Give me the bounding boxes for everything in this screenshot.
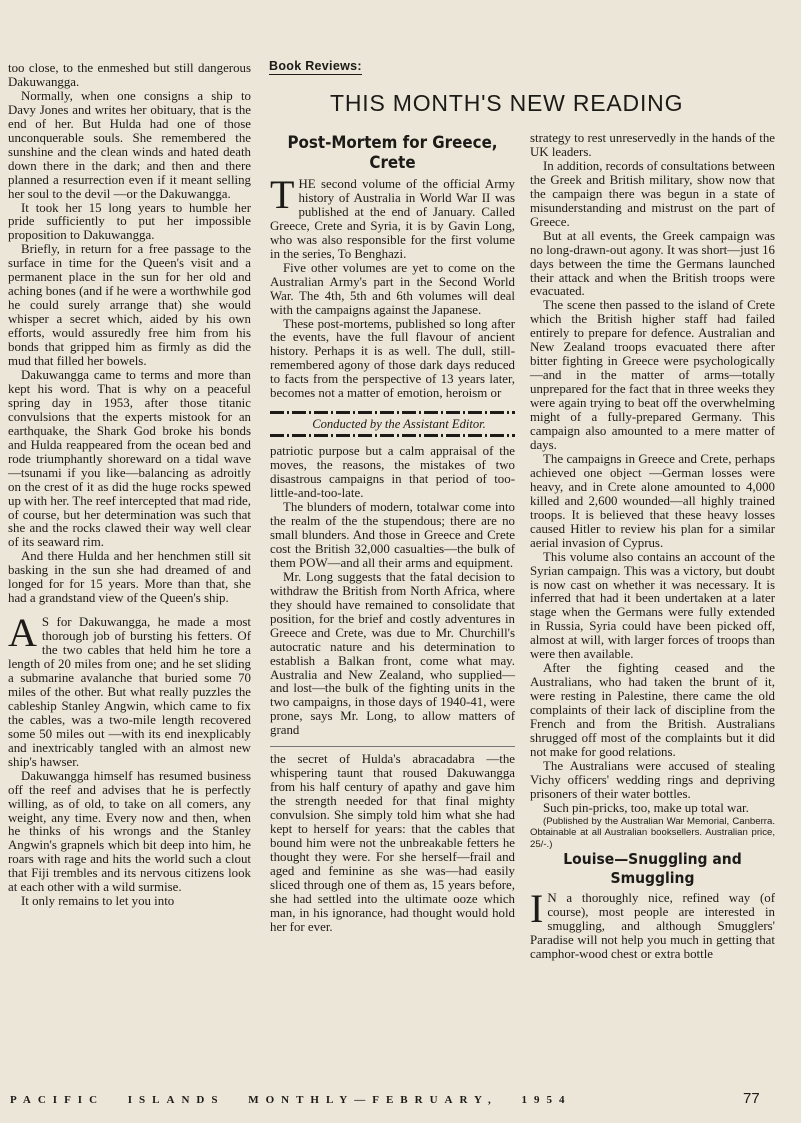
- paragraph: strategy to rest unreservedly in the hands of the UK leaders.: [530, 131, 775, 159]
- publisher-note: (Published by the Australian War Memorial, Canberra. Obtainable at all Australian booksellers. Australian price, 25/-.): [530, 815, 775, 850]
- dropcap-paragraph: [530, 886, 775, 962]
- paragraph: Dakuwangga came to terms and more than kept his word. That is why on a peaceful spring day in 1953, after those titanic convulsions that the experts mistook for an earthquake, the Shark God broke his bonds and Hulda reappeared from the ocean bed and rode triumphantly shoreward on a tidal wave—tsunami if you like—balancing as adroitly on the crest of it as did the huge rocks spewed up with her. The reef intercepted that mad ride, of course, but her determination was such that she and the rocks clawed their way well clear of its seaward rim.: [8, 367, 251, 550]
- paragraph: It only remains to let you into: [21, 894, 175, 909]
- paragraph: These post-mortems, published so long after the events, have the full flavour of ancient history. Perhaps it is as well. The dull, still-remembered agony of those dark days reduced to facts from the perspective of 13 years later, becomes not a matter of emotion, heroism or: [270, 316, 515, 401]
- review-column-3: [530, 132, 775, 962]
- drop-cap: A: [8, 610, 37, 656]
- decorative-rule: [270, 434, 515, 437]
- article-title: Louise—Snuggling and Smuggling: [563, 850, 742, 888]
- paragraph: In addition, records of consultations between the Greek and British military, show now that the campaign there was begun in a state of misunderstanding and mistrust on the part of Greece.: [530, 158, 775, 229]
- dropcap-paragraph: [270, 172, 515, 262]
- paragraph: too close, to the enmeshed but still dangerous Dakuwangga.: [8, 61, 251, 89]
- paragraph: Normally, when one consigns a ship to Davy Jones and writes her obituary, that is the end of her. But Hulda had one of those unconquerable souls. She remembered the sunshine and the clean winds and hated death down there in the dark; and then and there planned a resurrection even if it meant selling her soul to the devil —or the Dakuwangga.: [8, 88, 251, 201]
- paragraph: Dakuwangga himself has resumed business off the reef and advises that he is perfectly willing, as of old, to take on all comers, any weight, any time. Every now and then, when he thinks of his wrongs and the Stanley Angwin's grapnels which bit deep into him, he roars with rage and hits the world such a clout that Fiji trembles and its nervous citizens look at each other with a wild surmise.: [8, 768, 251, 895]
- page-heading: THIS MONTH'S NEW READING: [330, 90, 684, 116]
- dropcap-paragraph: [8, 610, 251, 769]
- decorative-rule: [270, 411, 515, 414]
- paragraph: The scene then passed to the island of Crete which the British higher staff had failed entirely to prepare for defence. Australian and New Zealand troops evacuated there after bitter fighting in Greece were psychologically—and in the matter of arms—totally unprepared for the fact that in three weeks they were again trying to beat off the overwhelming might of a fully-prepared Germany. This campaign also amounted to a mere matter of days.: [530, 298, 775, 452]
- article-title: Post-Mortem for Greece, Crete: [287, 132, 498, 172]
- paragraph: This volume also contains an account of the Syrian campaign. This was a victory, but doubt is now cast on whether it was necessary. It is inferred that had it been undertaken at a later stage when the Germans were fully extended in Russia, Syria could have been picked off, almost at will, with larger forces of troops than were then available.: [530, 549, 775, 662]
- drop-cap: T: [270, 172, 295, 217]
- paragraph: After the fighting ceased and the Australians, who had taken the brunt of it, were resting in Palestine, there came the old complaints of their lack of discipline from the French and from the British. Australians shrugged off most of the complaints but it did not make for good relations.: [530, 661, 775, 759]
- drop-cap: I: [530, 886, 544, 932]
- paragraph: The campaigns in Greece and Crete, perhaps achieved one object —German losses were heavy, and in Crete alone amounted to 4,000 killed and 2,600 wounded—all highly trained troops. It is believed that these heavy losses caused Hitler to review his plan for a similar aerial invasion of Cyprus.: [530, 451, 775, 550]
- review-column-2: [270, 132, 515, 935]
- story-continuation: the secret of Hulda's abracadabra —the whispering taunt that roused Dakuwangga from his half century of apathy and gave him the strength needed for that final mighty convulsion. She simply told him what she had kept to herself for years: that the cables that bound him were not the unbreakable fetters he thought they were. For she herself—frail and aged and feminine as she was—had easily sliced through one of them as, 15 years before, she had settled into the ultimate ooze which man, in his ignorance, had thought would hold her for ever.: [270, 752, 515, 934]
- paragraph: And there Hulda and her henchmen still sit basking in the sun she had dreamed of and longed for for 15 years. More than that, she had a grandstand view of the Queen's ship.: [8, 549, 251, 606]
- paragraph: Mr. Long suggests that the fatal decision to withdraw the British from North Africa, where they should have remained to consolidate that position, for the brief and costly adventures in Greece and Crete, was due to Mr. Churchill's autocratic nature and his determination to establish a Balkan front, come what may. Australia and New Zealand, who supplied—and lost—the bulk of the fighting units in the two campaigns, in those days of 1940-41, were prone, says Mr. Long, to allow matters of grand: [270, 569, 515, 738]
- paragraph: The Australians were accused of stealing Vichy officers' wedding rings and depriving prisoners of their water bottles.: [530, 758, 775, 801]
- byline: Conducted by the Assistant Editor.: [312, 417, 486, 432]
- story-column-1: [8, 62, 251, 909]
- section-label: Book Reviews:: [269, 59, 362, 73]
- paragraph: Five other volumes are yet to come on the Australian Army's part in the Second World War. The 4th, 5th and 6th volumes will deal with the campaigns against the Japanese.: [270, 260, 515, 317]
- dropcap-paragraph-text: HE second volume of the official Army history of Australia in World War II was published at the end of January. Called Greece, Crete and Syria, it is by Gavin Long, who was also responsible for the first volume in the series, To Benghazi.: [270, 177, 515, 261]
- paragraph: patriotic purpose but a calm appraisal of the moves, the reasons, the mistakes of two disastrous campaigns in that period of too-little-and-too-late.: [270, 444, 515, 501]
- paragraph: The blunders of modern, totalwar come into the realm of the the stupendous; there are no small blunders. And those in Greece and Crete cost the British 32,000 casualties—the bulk of them POW—and all their arms and equipment.: [270, 500, 515, 570]
- page-number: 77: [743, 1090, 760, 1107]
- dropcap-paragraph-text: N a thoroughly nice, refined way (of course), most people are interested in smuggling, and although Smugglers' Paradise will not help you much in getting that camphor-wood chest or extra bottle: [530, 891, 775, 962]
- paragraph: But at all events, the Greek campaign was no long-drawn-out agony. It was short—just 16 days between the time the Germans launched their attack and when the British troops were evacuated.: [530, 228, 775, 299]
- paragraph: It took her 15 long years to humble her pride sufficiently to put her impossible proposition to Dakuwangga.: [8, 200, 251, 243]
- running-footer: PACIFIC ISLANDS MONTHLY—FEBRUARY, 1954: [10, 1094, 572, 1106]
- paragraph: Such pin-pricks, too, make up total war.: [543, 800, 749, 815]
- paragraph: Briefly, in return for a free passage to the surface in time for the Queen's visit and a permanent place in the sun for her old and aching bones (and if he were a worthwhile god he could surely arrange that) she would whisper a secret which, aided by his own efforts, would assuredly free him from his bonds that gripped him as firmly as did the mud that filled her bowels.: [8, 242, 251, 369]
- dropcap-paragraph-text: S for Dakuwangga, he made a most thorough job of bursting his fetters. Of the two cables that held him he tore a length of 20 miles from one; and he set sliding a submarine avalanche that buried some 70 miles of the other. But what really puzzles the cableship Stanley Angwin, which came to fix the cables, was a two-mile length recovered some 50 miles out —with its end inexplicably and inextricably tangled with an almost new ship's hawser.: [8, 615, 251, 769]
- divider: [270, 746, 515, 747]
